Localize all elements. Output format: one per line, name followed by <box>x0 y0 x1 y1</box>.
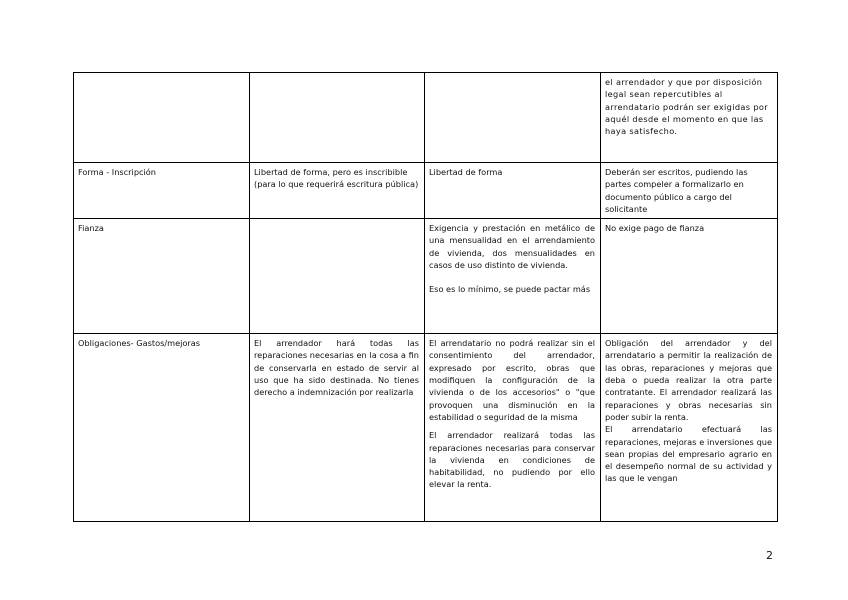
table-cell <box>425 219 601 334</box>
cell-paragraph: el arrendador y que por disposición legal sean repercutibles al arrendatario podrán ser exigidas por aquél desde el momento en que las haya satisfecho. <box>605 77 768 137</box>
cell-paragraph: El arrendador hará todas las reparaciones necesarias en la cosa a fin de conservarla en estado de servir al uso que ha sido destinada. No tienes derecho a indemnización por realizarla <box>254 338 419 398</box>
cell-paragraph: El arrendatario no podrá realizar sin el consentimiento del arrendador, expresado por escrito, obras que modifiquen la configuración de la vivienda o de los accesorios" o "que provoquen una disminución en la estabilidad o seguridad de la misma <box>429 338 595 422</box>
cell-paragraph: Obligación del arrendador y del arrendatario a permitir la realización de las obras, reparaciones y mejoras que deba o pueda realizar la otra parte contratante. El arrendador realizará las reparaciones y obras necesarias sin poder subir la renta. <box>605 338 772 422</box>
table-cell-row-label <box>74 219 250 334</box>
table-cell <box>250 219 425 334</box>
table-cell <box>250 334 425 522</box>
cell-paragraph: Exigencia y prestación en metálico de una mensualidad en el arrendamiento de vivienda, dos mensualidades en casos de uso distinto de vivienda. <box>429 223 595 271</box>
cell-paragraph: Eso es lo mínimo, se puede pactar más <box>429 284 591 295</box>
table-cell <box>425 163 601 219</box>
cell-paragraph: Deberán ser escritos, pudiendo las partes compeler a formalizarlo en documento público a cargo del solicitante <box>605 167 748 214</box>
table-cell <box>250 73 425 163</box>
cell-paragraph: No exige pago de fianza <box>605 223 705 234</box>
table-cell <box>425 334 601 522</box>
table-cell <box>601 334 778 522</box>
row-label: Forma - Inscripción <box>78 167 156 177</box>
table-cell <box>601 73 778 163</box>
table-cell-row-label <box>74 163 250 219</box>
comparison-table <box>73 72 778 522</box>
table-row <box>74 163 778 219</box>
table-cell-row-label <box>74 73 250 163</box>
table-row <box>74 334 778 522</box>
table-cell <box>601 219 778 334</box>
table-cell-row-label <box>74 334 250 522</box>
cell-paragraph: Libertad de forma <box>429 167 503 177</box>
cell-paragraph: El arrendador realizará todas las reparaciones necesarias para conservar la vivienda en condiciones de habitabilidad, no pudiendo por ello elevar la renta. <box>429 430 595 490</box>
table-cell <box>425 73 601 163</box>
row-label: Fianza <box>78 223 104 234</box>
row-label: Obligaciones- Gastos/mejoras <box>78 338 201 349</box>
cell-paragraph: Libertad de forma, pero es inscribible (para lo que requerirá escritura pública) <box>254 167 419 190</box>
cell-paragraph: El arrendatario efectuará las reparaciones, mejoras e inversiones que sean propias del empresario agrario en el desempeño normal de su actividad y las que le vengan <box>605 424 772 484</box>
page-number: 2 <box>766 549 773 562</box>
table-cell <box>250 163 425 219</box>
table-row <box>74 219 778 334</box>
table-cell <box>601 163 778 219</box>
table-row <box>74 73 778 163</box>
